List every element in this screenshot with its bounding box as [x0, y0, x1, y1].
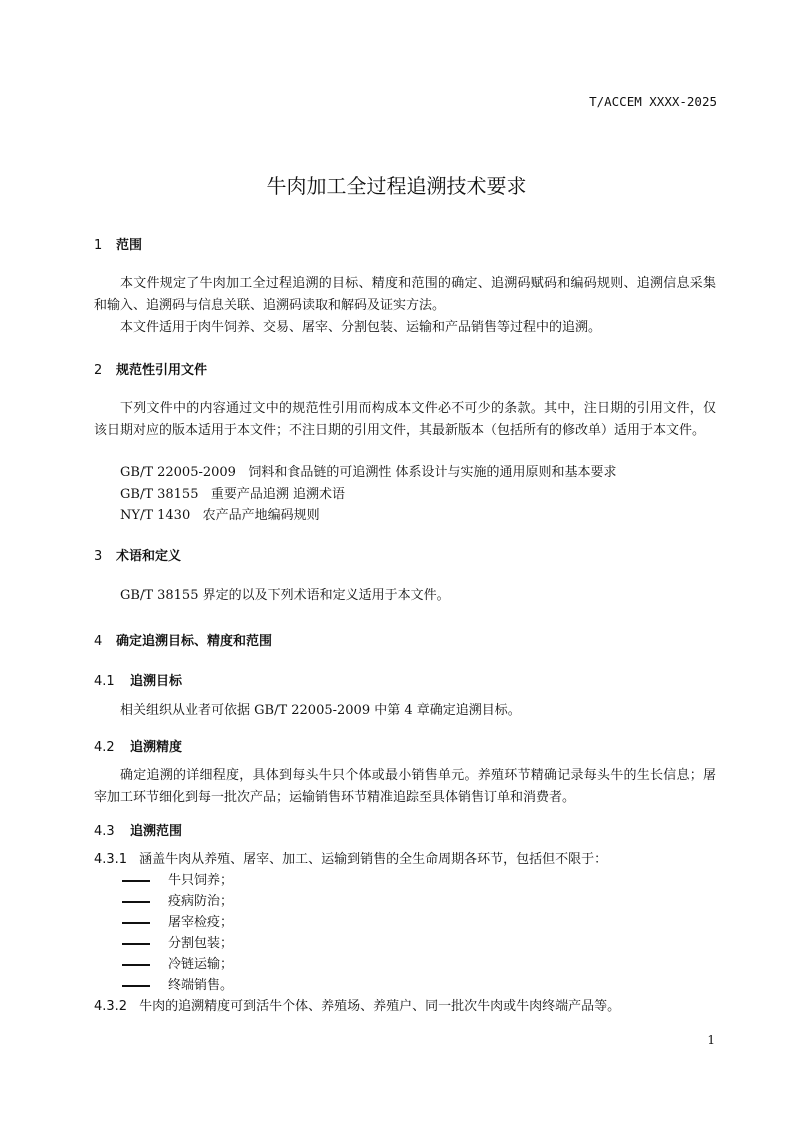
section-1-paragraph-1: 本文件规定了牛肉加工全过程追溯的目标、精度和范围的确定、追溯码赋码和编码规则、追溯信息采集和输入、追溯码与信息关联、追溯码读取和解码及证实方法。: [94, 276, 716, 313]
section-number: 2: [94, 363, 103, 378]
list-item-text: 牛只饲养；: [168, 873, 234, 888]
reference-code: NY/T 1430: [120, 508, 191, 523]
section-title: 术语和定义: [116, 549, 182, 564]
reference-item: [120, 461, 617, 480]
dash-marker: [122, 964, 150, 966]
dash-marker: [122, 985, 150, 987]
list-item: [122, 932, 233, 951]
subsection-number: 4.2: [94, 740, 115, 755]
section-title: 确定追溯目标、精度和范围: [116, 634, 273, 649]
subsection-title: 追溯范围: [130, 824, 183, 839]
section-3-heading: [94, 545, 181, 564]
list-item: [122, 869, 233, 888]
reference-code: GB/T 22005-2009: [120, 465, 236, 480]
document-title: 牛肉加工全过程追溯技术要求: [266, 174, 527, 198]
clause-text: 牛肉的追溯精度可到活牛个体、养殖场、养殖户、同一批次牛肉或牛肉终端产品等。: [139, 999, 621, 1014]
list-item-text: 终端销售。: [168, 978, 234, 993]
list-item: [122, 890, 233, 909]
section-number: 4: [94, 634, 103, 649]
page-number: 1: [707, 1033, 715, 1047]
list-item: [122, 974, 233, 993]
reference-item: [120, 483, 345, 502]
dash-marker: [122, 901, 150, 903]
section-4-heading: [94, 630, 272, 649]
subsection-4-3-heading: [94, 820, 182, 839]
section-title: 规范性引用文件: [116, 363, 208, 378]
reference-code: GB/T 38155: [120, 487, 199, 502]
reference-name: 农产品产地编码规则: [202, 508, 320, 523]
section-number: 3: [94, 549, 103, 564]
subsection-4-1-paragraph: 相关组织从业者可依据 GB/T 22005-2009 中第 4 章确定追溯目标。: [120, 703, 521, 718]
subsection-number: 4.3: [94, 824, 115, 839]
section-1-heading: [94, 234, 142, 253]
reference-name: 饲料和食品链的可追溯性 体系设计与实施的通用原则和基本要求: [248, 465, 617, 480]
list-item: [122, 911, 233, 930]
clause-number: 4.3.2: [94, 999, 128, 1014]
clause-4-3-1: [94, 848, 607, 867]
dash-marker: [122, 880, 150, 882]
dash-marker: [122, 922, 150, 924]
list-item-text: 分割包装；: [168, 936, 234, 951]
list-item-text: 冷链运输；: [168, 957, 234, 972]
reference-name: 重要产品追溯 追溯术语: [210, 487, 346, 502]
dash-marker: [122, 943, 150, 945]
clause-text: 涵盖牛肉从养殖、屠宰、加工、运输到销售的全生命周期各环节，包括但不限于：: [139, 852, 608, 867]
list-item-text: 屠宰检疫；: [168, 915, 234, 930]
section-3-paragraph-1: GB/T 38155 界定的以及下列术语和定义适用于本文件。: [120, 588, 450, 603]
doc-code-header: T/ACCEM XXXX-2025: [589, 94, 717, 109]
subsection-title: 追溯目标: [130, 674, 183, 689]
subsection-title: 追溯精度: [130, 740, 183, 755]
subsection-4-2-heading: [94, 736, 182, 755]
reference-item: [120, 504, 320, 523]
subsection-number: 4.1: [94, 674, 115, 689]
section-number: 1: [94, 238, 103, 253]
clause-number: 4.3.1: [94, 852, 128, 867]
section-1-paragraph-2: 本文件适用于肉牛饲养、交易、屠宰、分割包装、运输和产品销售等过程中的追溯。: [120, 320, 602, 335]
section-title: 范围: [116, 238, 143, 253]
section-2-paragraph-1: 下列文件中的内容通过文中的规范性引用而构成本文件必不可少的条款。其中，注日期的引用文件，仅该日期对应的版本适用于本文件；不注日期的引用文件，其最新版本（包括所有的修改单）适用于本文件。: [94, 401, 716, 438]
list-item: [122, 953, 233, 972]
list-item-text: 疫病防治；: [168, 894, 234, 909]
subsection-4-2-paragraph: 确定追溯的详细程度，具体到每头牛只个体或最小销售单元。养殖环节精确记录每头牛的生长信息；屠宰加工环节细化到每一批次产品；运输销售环节精准追踪至具体销售订单和消费者。: [94, 768, 716, 805]
clause-4-3-2: [94, 995, 620, 1014]
subsection-4-1-heading: [94, 670, 182, 689]
section-2-heading: [94, 359, 207, 378]
